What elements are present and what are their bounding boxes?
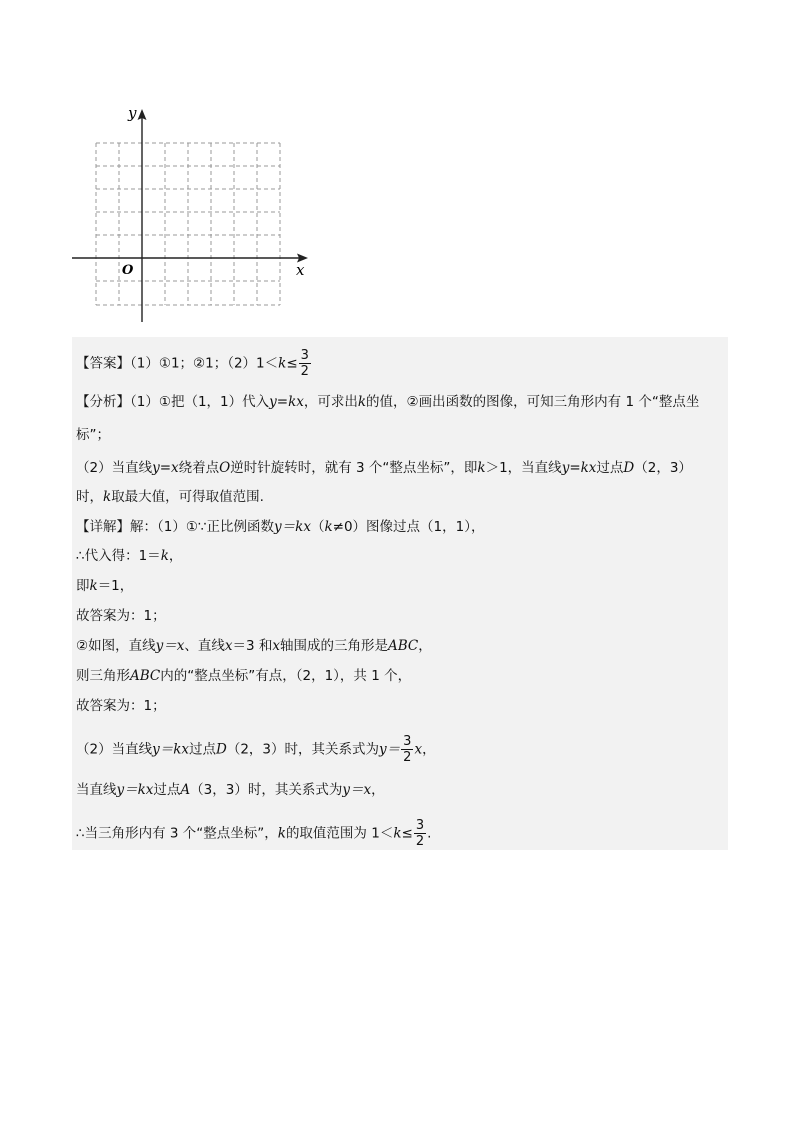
answer-tag: 【答案】 — [76, 355, 130, 372]
x-axis — [72, 254, 308, 263]
detail-line-7: 故答案为：1； — [76, 698, 166, 714]
detail-line-9: 当直线y＝kx过点A（3，3）时，其关系式为y＝x， — [76, 782, 385, 798]
analysis-line-3: （2）当直线y=x绕着点O逆时针旋转时，就有 3 个“整点坐标”，即k＞1，当直线y=kx过点D（2，3） — [76, 460, 692, 476]
answer-fraction: $\frac{3}{2}$ — [300, 348, 309, 379]
coordinate-grid-figure — [68, 100, 318, 330]
detail-line-5: ②如图，直线y＝x、直线x＝3 和x轴围成的三角形是ABC， — [76, 638, 432, 654]
answer-text: （1）①1；②1；（2）1＜ — [130, 355, 279, 372]
x-axis-label: x — [296, 261, 305, 279]
detail-line-6: 则三角形ABC内的“整点坐标”有点，（2，1），共 1 个， — [76, 668, 412, 684]
answer-analysis-box — [72, 337, 728, 850]
detail-fraction-2: $\frac{3}{2}$ — [415, 818, 425, 849]
detail-line-1: 【详解】解：（1）①∵正比例函数y＝kx（k≠0）图像过点（1，1）， — [76, 519, 485, 535]
detail-line-3: 即k＝1， — [76, 578, 134, 594]
y-axis — [138, 109, 147, 322]
answer-line: 【答案】（1）①1；②1；（2）1＜k≤ $\frac{3}{2}$ — [76, 348, 309, 379]
detail-line-10: ∴当三角形内有 3 个“整点坐标”，k的取值范围为 1＜k≤ $\frac{3}{2}$ . — [76, 818, 432, 849]
dashed-grid — [96, 143, 280, 305]
analysis-line-4: 时，k取最大值，可得取值范围. — [76, 489, 264, 505]
analysis-tag: 【分析】 — [76, 394, 130, 410]
analysis-line-2: 标”； — [76, 427, 110, 443]
detail-fraction-1: $\frac{3}{2}$ — [403, 734, 412, 765]
analysis-line-1: 【分析】（1）①把（1，1）代入y=kx，可求出k的值，②画出函数的图像，可知三角形内有 1 个“整点坐 — [76, 394, 700, 410]
detail-tag: 【详解】 — [76, 519, 130, 535]
origin-label: O — [122, 263, 134, 278]
y-axis-label: y — [128, 104, 137, 122]
detail-line-2: ∴代入得：1＝k， — [76, 548, 183, 564]
detail-line-4: 故答案为：1； — [76, 608, 166, 624]
detail-line-8: （2）当直线y＝kx过点D（2，3）时，其关系式为y＝ $\frac{3}{2}$ x， — [76, 734, 436, 765]
